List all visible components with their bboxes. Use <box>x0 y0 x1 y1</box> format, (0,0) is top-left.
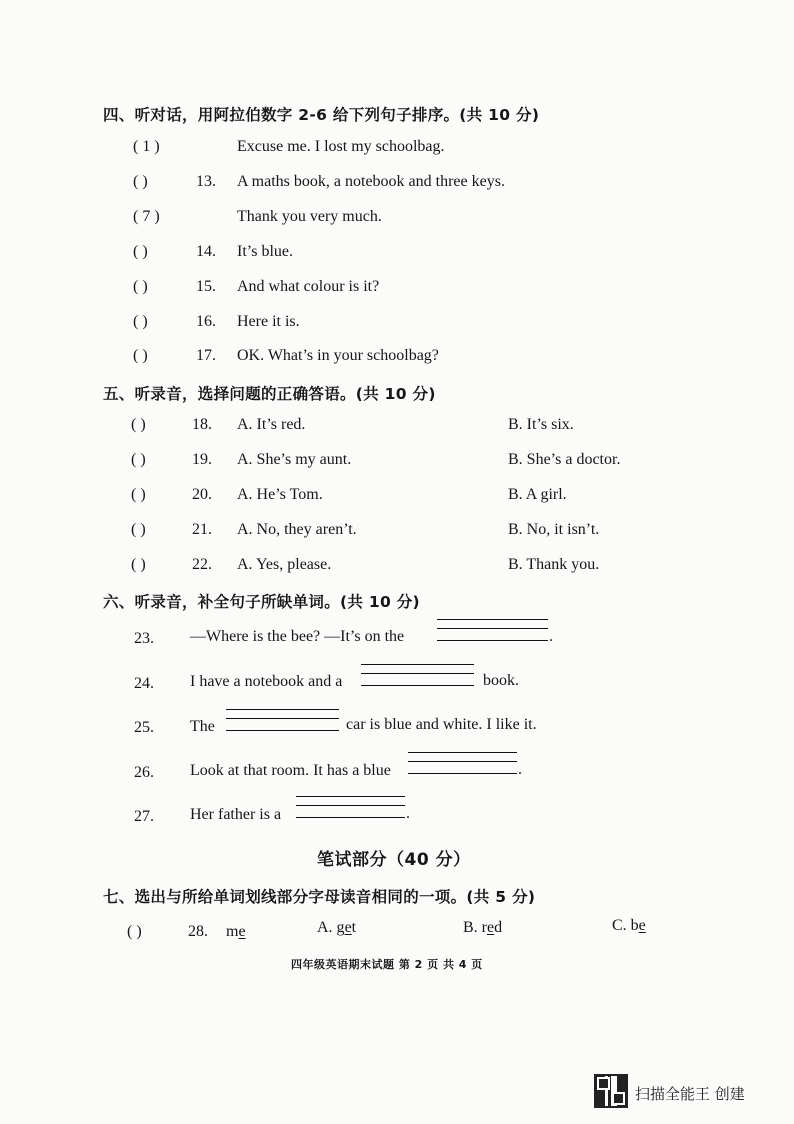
option-c: C. be <box>612 917 646 934</box>
sentence-before-blank: Her father is a <box>190 806 282 823</box>
option-a: A. He’s Tom. <box>237 486 323 503</box>
sentence-before-blank: —Where is the bee? —It’s on the <box>190 628 405 645</box>
answer-paren[interactable]: ( ) <box>133 278 148 295</box>
option-b: B. No, it isn’t. <box>508 521 600 538</box>
answer-paren[interactable]: ( 7 ) <box>133 208 160 225</box>
question-number: 26. <box>134 764 154 781</box>
option-a: A. She’s my aunt. <box>237 451 352 468</box>
option-a: A. Yes, please. <box>237 556 332 573</box>
answer-blank[interactable] <box>296 796 405 818</box>
answer-paren[interactable]: ( ) <box>133 313 148 330</box>
question-number: 17. <box>196 347 216 364</box>
underlined-letter: e <box>238 923 246 940</box>
sentence-after-blank: . <box>406 805 410 822</box>
dialogue-sentence: And what colour is it? <box>237 278 380 295</box>
option-a: A. get <box>317 919 357 936</box>
question-number: 13. <box>196 173 216 190</box>
section7-heading: 七、选出与所给单词划线部分字母读音相同的一项。(共 5 分) <box>103 888 536 906</box>
written-part-title: 笔试部分（40 分） <box>317 850 471 870</box>
section4-heading: 四、听对话，用阿拉伯数字 2-6 给下列句子排序。(共 10 分) <box>103 106 540 124</box>
answer-blank[interactable] <box>437 619 548 641</box>
answer-paren[interactable]: ( ) <box>133 243 148 260</box>
dialogue-sentence: OK. What’s in your schoolbag? <box>237 347 439 364</box>
sentence-before-blank: The <box>190 718 215 735</box>
question-number: 19. <box>192 451 212 468</box>
underlined-letter: e <box>487 919 495 936</box>
given-word: me <box>226 923 246 940</box>
question-number: 24. <box>134 675 154 692</box>
question-number: 23. <box>134 630 154 647</box>
question-number: 18. <box>192 416 212 433</box>
scanner-watermark: 扫描全能王 创建 <box>635 1085 745 1103</box>
qr-code-icon <box>594 1074 628 1108</box>
sentence-after-blank: car is blue and white. I like it. <box>346 716 537 733</box>
dialogue-sentence: A maths book, a notebook and three keys. <box>237 173 505 190</box>
sentence-after-blank: . <box>549 628 553 645</box>
question-number: 28. <box>188 923 208 940</box>
option-b: B. Thank you. <box>508 556 600 573</box>
question-number: 22. <box>192 556 212 573</box>
answer-blank[interactable] <box>226 709 339 731</box>
answer-paren[interactable]: ( ) <box>133 173 148 190</box>
dialogue-sentence: It’s blue. <box>237 243 293 260</box>
option-b: B. red <box>463 919 503 936</box>
question-number: 27. <box>134 808 154 825</box>
section5-heading: 五、听录音，选择问题的正确答语。(共 10 分) <box>103 385 436 403</box>
sentence-after-blank: book. <box>483 672 519 689</box>
option-b: B. A girl. <box>508 486 567 503</box>
option-a: A. No, they aren’t. <box>237 521 357 538</box>
page-footer: 四年级英语期末试题 第 2 页 共 4 页 <box>291 958 483 971</box>
question-number: 16. <box>196 313 216 330</box>
question-number: 25. <box>134 719 154 736</box>
answer-paren[interactable]: ( 1 ) <box>133 138 160 155</box>
option-b: B. She’s a doctor. <box>508 451 621 468</box>
answer-paren[interactable]: ( ) <box>131 416 146 433</box>
question-number: 21. <box>192 521 212 538</box>
answer-paren[interactable]: ( ) <box>131 521 146 538</box>
answer-paren[interactable]: ( ) <box>131 451 146 468</box>
dialogue-sentence: Thank you very much. <box>237 208 382 225</box>
option-a: A. It’s red. <box>237 416 306 433</box>
dialogue-sentence: Excuse me. I lost my schoolbag. <box>237 138 445 155</box>
answer-blank[interactable] <box>361 664 474 686</box>
sentence-after-blank: . <box>518 761 522 778</box>
underlined-letter: e <box>344 919 352 936</box>
question-number: 14. <box>196 243 216 260</box>
answer-paren[interactable]: ( ) <box>131 556 146 573</box>
question-number: 20. <box>192 486 212 503</box>
sentence-before-blank: I have a notebook and a <box>190 673 343 690</box>
answer-paren[interactable]: ( ) <box>127 923 142 940</box>
answer-blank[interactable] <box>408 752 517 774</box>
answer-paren[interactable]: ( ) <box>133 347 148 364</box>
option-b: B. It’s six. <box>508 416 574 433</box>
sentence-before-blank: Look at that room. It has a blue <box>190 762 391 779</box>
section6-heading: 六、听录音，补全句子所缺单词。(共 10 分) <box>103 593 420 611</box>
dialogue-sentence: Here it is. <box>237 313 300 330</box>
question-number: 15. <box>196 278 216 295</box>
answer-paren[interactable]: ( ) <box>131 486 146 503</box>
underlined-letter: e <box>638 917 646 934</box>
